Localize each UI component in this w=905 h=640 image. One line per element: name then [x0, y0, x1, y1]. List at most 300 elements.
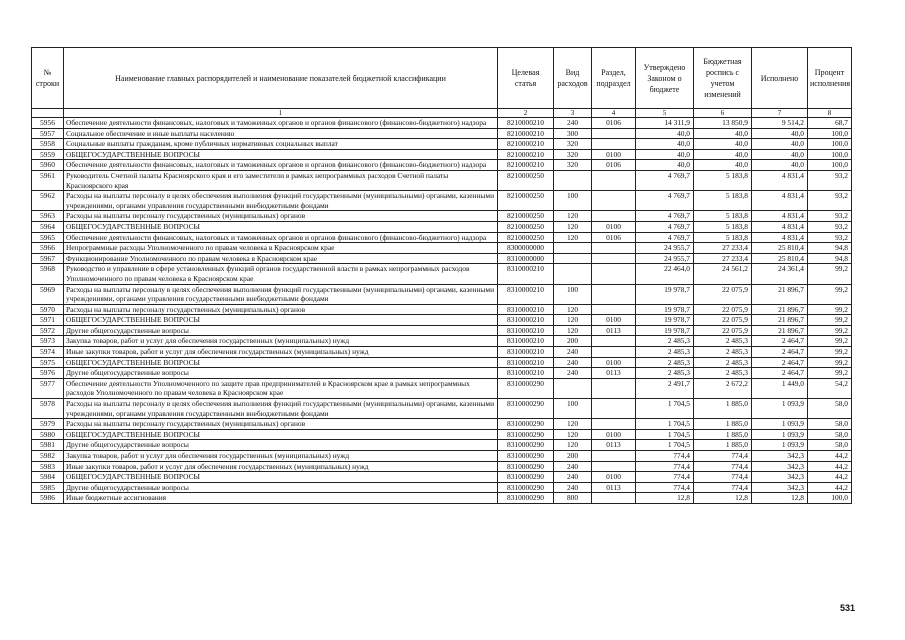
target-article-cell: 8310000290 [498, 429, 554, 440]
row-name-cell: Функционирование Уполномоченного по правам человека в Красноярском крае [64, 253, 498, 264]
executed-amount-cell: 342,3 [752, 472, 808, 483]
row-name-cell: Иные бюджетные ассигнования [64, 493, 498, 504]
target-article-cell: 8310000210 [498, 368, 554, 379]
table-row [32, 232, 852, 243]
target-article-cell: 8310000290 [498, 419, 554, 430]
target-article-cell: 8310000210 [498, 357, 554, 368]
schedule-amount-cell: 24 561,2 [694, 264, 752, 284]
expense-type-cell: 320 [554, 160, 592, 171]
row-name-cell: Закупка товаров, работ и услуг для обеспечения государственных (муниципальных) нужд [64, 451, 498, 462]
row-number-cell: 5967 [32, 253, 64, 264]
section-cell: 0113 [592, 440, 636, 451]
approved-amount-cell: 1 704,5 [636, 399, 694, 419]
row-number-cell: 5971 [32, 315, 64, 326]
target-article-cell: 8310000290 [498, 472, 554, 483]
row-number-cell: 5981 [32, 440, 64, 451]
row-number-cell: 5970 [32, 304, 64, 315]
table-row [32, 253, 852, 264]
section-cell: 0113 [592, 482, 636, 493]
percent-cell: 93,2 [808, 191, 852, 211]
percent-cell: 100,0 [808, 139, 852, 150]
table-row [32, 128, 852, 139]
section-cell [592, 139, 636, 150]
schedule-amount-cell: 40,0 [694, 149, 752, 160]
row-number-cell: 5963 [32, 211, 64, 222]
row-name-cell: Закупка товаров, работ и услуг для обеспечения государственных (муниципальных) нужд [64, 336, 498, 347]
row-name-cell: ОБЩЕГОСУДАРСТВЕННЫЕ ВОПРОСЫ [64, 472, 498, 483]
expense-type-cell: 320 [554, 139, 592, 150]
row-name-cell: Иные закупки товаров, работ и услуг для обеспечения государственных (муниципальных) нужд [64, 461, 498, 472]
col-header-section: Раздел, подраздел [592, 48, 636, 109]
section-cell: 0106 [592, 160, 636, 171]
expense-type-cell: 100 [554, 191, 592, 211]
expense-type-cell [554, 253, 592, 264]
target-article-cell: 8310000290 [498, 461, 554, 472]
approved-amount-cell: 774,4 [636, 472, 694, 483]
percent-cell: 93,2 [808, 232, 852, 243]
table-row [32, 419, 852, 430]
section-cell: 0100 [592, 472, 636, 483]
approved-amount-cell: 24 955,7 [636, 253, 694, 264]
schedule-amount-cell: 22 075,9 [694, 284, 752, 304]
schedule-amount-cell: 1 885,0 [694, 440, 752, 451]
schedule-amount-cell: 774,4 [694, 472, 752, 483]
table-row [32, 368, 852, 379]
approved-amount-cell: 19 978,7 [636, 284, 694, 304]
schedule-amount-cell: 774,4 [694, 482, 752, 493]
percent-cell: 93,2 [808, 170, 852, 190]
target-article-cell: 8310000210 [498, 284, 554, 304]
expense-type-cell: 120 [554, 325, 592, 336]
row-number-cell: 5960 [32, 160, 64, 171]
expense-type-cell: 300 [554, 128, 592, 139]
approved-amount-cell: 19 978,7 [636, 325, 694, 336]
percent-cell: 44,2 [808, 451, 852, 462]
column-number-cell: 7 [752, 109, 808, 118]
row-number-cell: 5979 [32, 419, 64, 430]
executed-amount-cell: 342,3 [752, 482, 808, 493]
table-row [32, 243, 852, 254]
table-body [32, 118, 852, 504]
executed-amount-cell: 21 896,7 [752, 325, 808, 336]
target-article-cell: 8310000210 [498, 336, 554, 347]
executed-amount-cell: 4 831,4 [752, 232, 808, 243]
row-number-cell: 5982 [32, 451, 64, 462]
section-cell [592, 336, 636, 347]
row-number-cell: 5975 [32, 357, 64, 368]
expense-type-cell: 240 [554, 461, 592, 472]
table-row [32, 399, 852, 419]
row-number-cell: 5976 [32, 368, 64, 379]
executed-amount-cell: 40,0 [752, 149, 808, 160]
table-row [32, 304, 852, 315]
percent-cell: 68,7 [808, 118, 852, 129]
section-cell: 0100 [592, 429, 636, 440]
expense-type-cell: 240 [554, 368, 592, 379]
row-name-cell: ОБЩЕГОСУДАРСТВЕННЫЕ ВОПРОСЫ [64, 429, 498, 440]
col-header-approved: Утверждено Законом о бюджете [636, 48, 694, 109]
expense-type-cell: 120 [554, 221, 592, 232]
percent-cell: 100,0 [808, 149, 852, 160]
percent-cell: 58,0 [808, 440, 852, 451]
approved-amount-cell: 2 485,3 [636, 336, 694, 347]
row-name-cell: Обеспечение деятельности финансовых, налоговых и таможенных органов и органов финансового (финансово-бюджетного) надзора [64, 118, 498, 129]
percent-cell: 99,2 [808, 315, 852, 326]
row-number-cell: 5973 [32, 336, 64, 347]
target-article-cell: 8310000290 [498, 399, 554, 419]
percent-cell: 99,2 [808, 284, 852, 304]
percent-cell: 99,2 [808, 336, 852, 347]
column-number-cell: 6 [694, 109, 752, 118]
section-cell [592, 243, 636, 254]
target-article-cell: 8210000210 [498, 139, 554, 150]
row-number-cell: 5985 [32, 482, 64, 493]
executed-amount-cell: 21 896,7 [752, 284, 808, 304]
schedule-amount-cell: 774,4 [694, 461, 752, 472]
schedule-amount-cell: 40,0 [694, 139, 752, 150]
schedule-amount-cell: 2 672,2 [694, 378, 752, 398]
executed-amount-cell: 1 093,9 [752, 399, 808, 419]
section-cell [592, 170, 636, 190]
budget-table-sheet [31, 47, 851, 504]
row-number-cell: 5968 [32, 264, 64, 284]
row-name-cell: Социальное обеспечение и иные выплаты населению [64, 128, 498, 139]
approved-amount-cell: 24 955,7 [636, 243, 694, 254]
row-number-cell: 5986 [32, 493, 64, 504]
row-name-cell: Социальные выплаты гражданам, кроме публичных нормативных социальных выплат [64, 139, 498, 150]
row-number-cell: 5977 [32, 378, 64, 398]
section-cell: 0113 [592, 325, 636, 336]
percent-cell: 94,8 [808, 253, 852, 264]
approved-amount-cell: 2 491,7 [636, 378, 694, 398]
row-name-cell: Другие общегосударственные вопросы [64, 482, 498, 493]
expense-type-cell [554, 243, 592, 254]
approved-amount-cell: 1 704,5 [636, 419, 694, 430]
target-article-cell: 8300000000 [498, 243, 554, 254]
section-cell: 0100 [592, 149, 636, 160]
executed-amount-cell: 1 093,9 [752, 429, 808, 440]
schedule-amount-cell: 2 485,3 [694, 368, 752, 379]
target-article-cell: 8210000250 [498, 191, 554, 211]
approved-amount-cell: 12,8 [636, 493, 694, 504]
section-cell [592, 211, 636, 222]
row-name-cell: Руководитель Счетной палаты Красноярского края и его заместители в рамках непрограммных расходов Счетной палаты Красноярского края [64, 170, 498, 190]
percent-cell: 99,2 [808, 347, 852, 358]
row-number-cell: 5965 [32, 232, 64, 243]
percent-cell: 58,0 [808, 429, 852, 440]
col-header-row-number: № строки [32, 48, 64, 109]
section-cell [592, 378, 636, 398]
row-name-cell: ОБЩЕГОСУДАРСТВЕННЫЕ ВОПРОСЫ [64, 315, 498, 326]
col-header-executed: Исполнено [752, 48, 808, 109]
schedule-amount-cell: 22 075,9 [694, 325, 752, 336]
executed-amount-cell: 21 896,7 [752, 304, 808, 315]
row-name-cell: Другие общегосударственные вопросы [64, 440, 498, 451]
percent-cell: 100,0 [808, 160, 852, 171]
expense-type-cell: 240 [554, 347, 592, 358]
approved-amount-cell: 774,4 [636, 482, 694, 493]
expense-type-cell: 120 [554, 232, 592, 243]
approved-amount-cell: 4 769,7 [636, 211, 694, 222]
row-name-cell: ОБЩЕГОСУДАРСТВЕННЫЕ ВОПРОСЫ [64, 149, 498, 160]
table-row [32, 315, 852, 326]
approved-amount-cell: 1 704,5 [636, 429, 694, 440]
executed-amount-cell: 2 464,7 [752, 368, 808, 379]
row-number-cell: 5974 [32, 347, 64, 358]
approved-amount-cell: 2 485,3 [636, 347, 694, 358]
approved-amount-cell: 4 769,7 [636, 170, 694, 190]
section-cell [592, 264, 636, 284]
section-cell [592, 419, 636, 430]
schedule-amount-cell: 1 885,0 [694, 399, 752, 419]
approved-amount-cell: 19 978,7 [636, 315, 694, 326]
section-cell [592, 347, 636, 358]
row-number-cell: 5964 [32, 221, 64, 232]
schedule-amount-cell: 40,0 [694, 160, 752, 171]
expense-type-cell: 240 [554, 472, 592, 483]
percent-cell: 54,2 [808, 378, 852, 398]
expense-type-cell: 100 [554, 284, 592, 304]
table-row [32, 149, 852, 160]
percent-cell: 93,2 [808, 211, 852, 222]
percent-cell: 100,0 [808, 493, 852, 504]
section-cell: 0106 [592, 118, 636, 129]
row-number-cell: 5962 [32, 191, 64, 211]
expense-type-cell [554, 378, 592, 398]
executed-amount-cell: 24 361,4 [752, 264, 808, 284]
target-article-cell: 8310000290 [498, 493, 554, 504]
executed-amount-cell: 25 810,4 [752, 243, 808, 254]
expense-type-cell [554, 170, 592, 190]
section-cell [592, 399, 636, 419]
column-number-row [32, 109, 852, 118]
approved-amount-cell: 4 769,7 [636, 232, 694, 243]
expense-type-cell: 100 [554, 399, 592, 419]
approved-amount-cell: 40,0 [636, 149, 694, 160]
page-number: 531 [840, 603, 856, 613]
target-article-cell: 8210000250 [498, 221, 554, 232]
col-header-percent: Процент исполнения [808, 48, 852, 109]
section-cell [592, 493, 636, 504]
target-article-cell: 8210000210 [498, 149, 554, 160]
section-cell [592, 304, 636, 315]
expense-type-cell: 120 [554, 440, 592, 451]
table-row [32, 221, 852, 232]
target-article-cell: 8310000210 [498, 325, 554, 336]
approved-amount-cell: 22 464,0 [636, 264, 694, 284]
row-name-cell: Расходы на выплаты персоналу в целях обеспечения выполнения функций государственными (муниципальными) органами, казенными учреждениями, органами управления государственными внебюджетными фондами [64, 399, 498, 419]
expense-type-cell: 240 [554, 118, 592, 129]
schedule-amount-cell: 2 485,3 [694, 357, 752, 368]
executed-amount-cell: 12,8 [752, 493, 808, 504]
percent-cell: 99,2 [808, 357, 852, 368]
target-article-cell: 8210000210 [498, 118, 554, 129]
target-article-cell: 8210000250 [498, 211, 554, 222]
target-article-cell: 8310000210 [498, 264, 554, 284]
schedule-amount-cell: 2 485,3 [694, 347, 752, 358]
target-article-cell: 8310000210 [498, 304, 554, 315]
table-row [32, 482, 852, 493]
expense-type-cell: 200 [554, 336, 592, 347]
row-name-cell: Другие общегосударственные вопросы [64, 325, 498, 336]
executed-amount-cell: 4 831,4 [752, 191, 808, 211]
table-row [32, 139, 852, 150]
row-name-cell: Расходы на выплаты персоналу государственных (муниципальных) органов [64, 419, 498, 430]
row-name-cell: Руководство и управление в сфере установленных функций органов государственной власти в рамках непрограммных расходов Уполномоченного по правам человека в Красноярском крае [64, 264, 498, 284]
schedule-amount-cell: 22 075,9 [694, 304, 752, 315]
row-number-cell: 5957 [32, 128, 64, 139]
schedule-amount-cell: 40,0 [694, 128, 752, 139]
table-row [32, 264, 852, 284]
expense-type-cell: 120 [554, 304, 592, 315]
row-name-cell: Другие общегосударственные вопросы [64, 368, 498, 379]
target-article-cell: 8310000210 [498, 315, 554, 326]
target-article-cell: 8210000250 [498, 170, 554, 190]
table-row [32, 118, 852, 129]
target-article-cell: 8310000290 [498, 451, 554, 462]
section-cell [592, 461, 636, 472]
table-row [32, 325, 852, 336]
section-cell: 0100 [592, 357, 636, 368]
table-row [32, 160, 852, 171]
table-row [32, 191, 852, 211]
table-row [32, 429, 852, 440]
expense-type-cell: 120 [554, 211, 592, 222]
executed-amount-cell: 4 831,4 [752, 170, 808, 190]
executed-amount-cell: 21 896,7 [752, 315, 808, 326]
row-name-cell: Обеспечение деятельности финансовых, налоговых и таможенных органов и органов финансового (финансово-бюджетного) надзора [64, 232, 498, 243]
executed-amount-cell: 1 449,0 [752, 378, 808, 398]
section-cell: 0100 [592, 315, 636, 326]
target-article-cell: 8310000210 [498, 347, 554, 358]
target-article-cell: 8310000290 [498, 378, 554, 398]
column-number-cell: 8 [808, 109, 852, 118]
schedule-amount-cell: 774,4 [694, 451, 752, 462]
executed-amount-cell: 342,3 [752, 451, 808, 462]
col-header-target-article: Целевая статья [498, 48, 554, 109]
row-number-cell: 5969 [32, 284, 64, 304]
executed-amount-cell: 25 810,4 [752, 253, 808, 264]
column-number-cell: 3 [554, 109, 592, 118]
section-cell: 0113 [592, 368, 636, 379]
column-number-cell [32, 109, 64, 118]
row-name-cell: ОБЩЕГОСУДАРСТВЕННЫЕ ВОПРОСЫ [64, 357, 498, 368]
schedule-amount-cell: 1 885,0 [694, 419, 752, 430]
approved-amount-cell: 1 704,5 [636, 440, 694, 451]
executed-amount-cell: 2 464,7 [752, 347, 808, 358]
row-name-cell: Обеспечение деятельности Уполномоченного по защите прав предпринимателей в Красноярском крае в рамках непрограммных расходов Уполномоченного по правам человека в Красноярском крае [64, 378, 498, 398]
target-article-cell: 8310000290 [498, 440, 554, 451]
executed-amount-cell: 40,0 [752, 128, 808, 139]
executed-amount-cell: 4 831,4 [752, 211, 808, 222]
schedule-amount-cell: 5 183,8 [694, 191, 752, 211]
column-number-cell: 2 [498, 109, 554, 118]
approved-amount-cell: 40,0 [636, 128, 694, 139]
percent-cell: 58,0 [808, 419, 852, 430]
row-name-cell: ОБЩЕГОСУДАРСТВЕННЫЕ ВОПРОСЫ [64, 221, 498, 232]
col-header-budget-schedule: Бюджетная роспись с учетом изменений [694, 48, 752, 109]
approved-amount-cell: 14 311,9 [636, 118, 694, 129]
table-row [32, 336, 852, 347]
row-number-cell: 5966 [32, 243, 64, 254]
target-article-cell: 8210000210 [498, 128, 554, 139]
percent-cell: 44,2 [808, 461, 852, 472]
column-number-cell: 5 [636, 109, 694, 118]
schedule-amount-cell: 12,8 [694, 493, 752, 504]
executed-amount-cell: 1 093,9 [752, 440, 808, 451]
percent-cell: 94,8 [808, 243, 852, 254]
expense-type-cell: 120 [554, 419, 592, 430]
row-number-cell: 5956 [32, 118, 64, 129]
executed-amount-cell: 342,3 [752, 461, 808, 472]
approved-amount-cell: 2 485,3 [636, 357, 694, 368]
row-name-cell: Расходы на выплаты персоналу государственных (муниципальных) органов [64, 304, 498, 315]
row-number-cell: 5978 [32, 399, 64, 419]
section-cell: 0106 [592, 232, 636, 243]
row-number-cell: 5980 [32, 429, 64, 440]
approved-amount-cell: 40,0 [636, 139, 694, 150]
expense-type-cell: 320 [554, 149, 592, 160]
target-article-cell: 8310000000 [498, 253, 554, 264]
table-row [32, 461, 852, 472]
executed-amount-cell: 9 514,2 [752, 118, 808, 129]
row-name-cell: Расходы на выплаты персоналу в целях обеспечения выполнения функций государственными (муниципальными) органами, казенными учреждениями, органами управления государственными внебюджетными фондами [64, 284, 498, 304]
row-name-cell: Расходы на выплаты персоналу в целях обеспечения выполнения функций государственными (муниципальными) органами, казенными учреждениями, органами управления государственными внебюджетными фондами [64, 191, 498, 211]
expense-type-cell: 200 [554, 451, 592, 462]
executed-amount-cell: 40,0 [752, 160, 808, 171]
percent-cell: 99,2 [808, 368, 852, 379]
row-number-cell: 5959 [32, 149, 64, 160]
approved-amount-cell: 40,0 [636, 160, 694, 171]
section-cell [592, 284, 636, 304]
column-number-cell: 1 [64, 109, 498, 118]
section-cell: 0100 [592, 221, 636, 232]
approved-amount-cell: 4 769,7 [636, 191, 694, 211]
table-row [32, 472, 852, 483]
approved-amount-cell: 19 978,7 [636, 304, 694, 315]
row-number-cell: 5983 [32, 461, 64, 472]
executed-amount-cell: 4 831,4 [752, 221, 808, 232]
executed-amount-cell: 40,0 [752, 139, 808, 150]
row-name-cell: Расходы на выплаты персоналу государственных (муниципальных) органов [64, 211, 498, 222]
table-row [32, 451, 852, 462]
table-row [32, 440, 852, 451]
expense-type-cell: 120 [554, 315, 592, 326]
expense-type-cell: 800 [554, 493, 592, 504]
row-name-cell: Обеспечение деятельности финансовых, налоговых и таможенных органов и органов финансового (финансово-бюджетного) надзора [64, 160, 498, 171]
row-name-cell: Непрограммные расходы Уполномоченного по правам человека в Красноярском крае [64, 243, 498, 254]
table-row [32, 378, 852, 398]
table-header-row [32, 48, 852, 109]
column-number-cell: 4 [592, 109, 636, 118]
table-row [32, 357, 852, 368]
schedule-amount-cell: 22 075,9 [694, 315, 752, 326]
row-name-cell: Иные закупки товаров, работ и услуг для обеспечения государственных (муниципальных) нужд [64, 347, 498, 358]
schedule-amount-cell: 5 183,8 [694, 170, 752, 190]
percent-cell: 99,2 [808, 264, 852, 284]
budget-execution-table [31, 47, 852, 504]
schedule-amount-cell: 27 233,4 [694, 243, 752, 254]
schedule-amount-cell: 5 183,8 [694, 221, 752, 232]
approved-amount-cell: 4 769,7 [636, 221, 694, 232]
table-row [32, 347, 852, 358]
percent-cell: 93,2 [808, 221, 852, 232]
executed-amount-cell: 2 464,7 [752, 336, 808, 347]
schedule-amount-cell: 5 183,8 [694, 211, 752, 222]
section-cell [592, 191, 636, 211]
schedule-amount-cell: 2 485,3 [694, 336, 752, 347]
section-cell [592, 128, 636, 139]
